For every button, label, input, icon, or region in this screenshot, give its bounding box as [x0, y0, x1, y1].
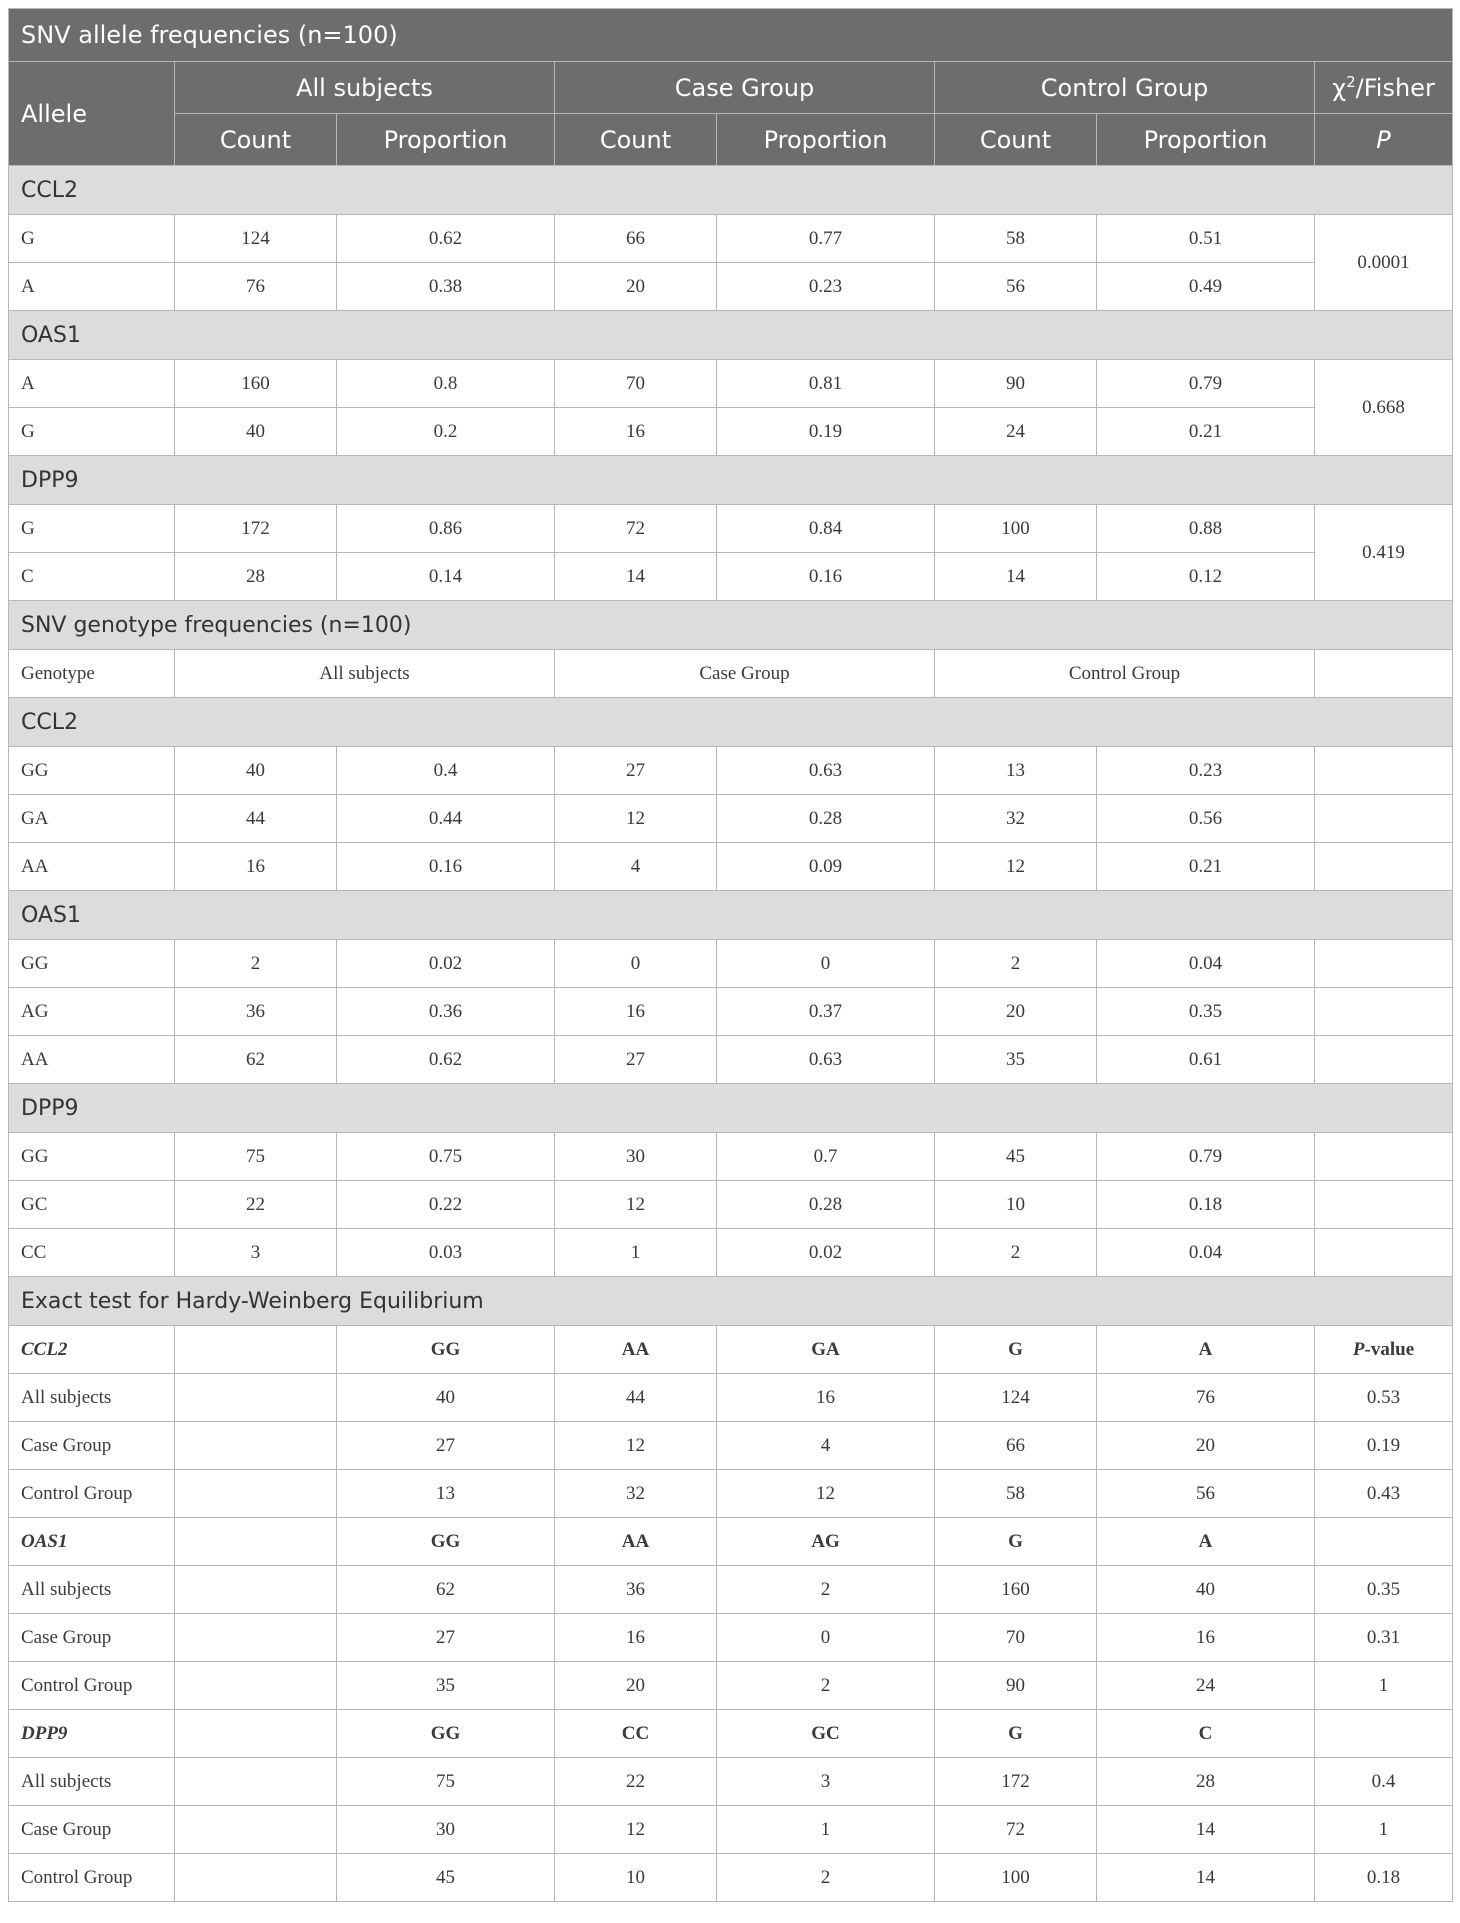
- hwe-column-header: AA: [555, 1326, 717, 1374]
- test-header-fisher: /Fisher: [1355, 74, 1435, 102]
- table-cell: 32: [555, 1470, 717, 1518]
- table-cell: 0.51: [1097, 215, 1315, 263]
- table-cell: 12: [555, 1181, 717, 1229]
- table-row: [9, 1133, 1453, 1181]
- table-cell: 1: [555, 1229, 717, 1277]
- gene-section-header: OAS1: [9, 311, 1453, 360]
- gene-section-header-row: [9, 166, 1453, 215]
- group-label: Control Group: [9, 1854, 175, 1902]
- table-cell: 0.62: [337, 1036, 555, 1084]
- empty-cell: [175, 1566, 337, 1614]
- table-row: [9, 988, 1453, 1036]
- table-cell: 1: [717, 1806, 935, 1854]
- control-group-header: Control Group: [935, 650, 1315, 698]
- table-cell: 0.86: [337, 505, 555, 553]
- gene-section-header-row: [9, 698, 1453, 747]
- table-cell: 124: [935, 1374, 1097, 1422]
- empty-cell: [1315, 988, 1453, 1036]
- group-label: All subjects: [9, 1758, 175, 1806]
- genotype-column-header: Genotype: [9, 650, 175, 698]
- p-header: P: [1315, 114, 1453, 166]
- table-cell: 12: [555, 1806, 717, 1854]
- table-cell: 66: [555, 215, 717, 263]
- genotype-section-title-row: [9, 601, 1453, 650]
- table-cell: 0: [717, 1614, 935, 1662]
- table-cell: 0.04: [1097, 1229, 1315, 1277]
- table-body: [9, 9, 1453, 1902]
- genotype-label: CC: [9, 1229, 175, 1277]
- table-cell: 0.16: [337, 843, 555, 891]
- allele-label: G: [9, 408, 175, 456]
- genotype-label: GG: [9, 747, 175, 795]
- table-row: [9, 505, 1453, 553]
- table-cell: 0.28: [717, 795, 935, 843]
- count-header: Count: [935, 114, 1097, 166]
- table-cell: 28: [175, 553, 337, 601]
- table-cell: 0.22: [337, 1181, 555, 1229]
- table-cell: 14: [555, 553, 717, 601]
- hwe-column-header: G: [935, 1326, 1097, 1374]
- table-row: [9, 553, 1453, 601]
- table-cell: 100: [935, 505, 1097, 553]
- table-cell: 62: [337, 1566, 555, 1614]
- table-cell: 56: [935, 263, 1097, 311]
- table-cell: 0.44: [337, 795, 555, 843]
- table-cell: 13: [337, 1470, 555, 1518]
- table-row: [9, 1854, 1453, 1902]
- test-header-chi: χ: [1332, 74, 1347, 102]
- table-row: [9, 408, 1453, 456]
- table-cell: 30: [337, 1806, 555, 1854]
- hwe-gene-header-row: [9, 1710, 1453, 1758]
- table-cell: 0.23: [717, 263, 935, 311]
- table-cell: 2: [175, 940, 337, 988]
- gene-section-header: CCL2: [9, 698, 1453, 747]
- hwe-column-header: G: [935, 1710, 1097, 1758]
- count-header: Count: [555, 114, 717, 166]
- genotype-label: AG: [9, 988, 175, 1036]
- table-cell: 0.61: [1097, 1036, 1315, 1084]
- genotype-header-row: [9, 650, 1453, 698]
- table-cell: 58: [935, 1470, 1097, 1518]
- table-cell: 10: [935, 1181, 1097, 1229]
- allele-label: A: [9, 263, 175, 311]
- table-cell: 2: [935, 1229, 1097, 1277]
- control-group-header: Control Group: [935, 62, 1315, 114]
- table-cell: 66: [935, 1422, 1097, 1470]
- table-cell: 16: [1097, 1614, 1315, 1662]
- test-header-sup: 2: [1346, 73, 1356, 91]
- proportion-header: Proportion: [717, 114, 935, 166]
- table-cell: 3: [175, 1229, 337, 1277]
- p-value-header-p: P: [1352, 1338, 1365, 1360]
- table-cell: 0.4: [337, 747, 555, 795]
- table-cell: 0.21: [1097, 843, 1315, 891]
- table-cell: 12: [717, 1470, 935, 1518]
- empty-cell: [1315, 1036, 1453, 1084]
- table-cell: 56: [1097, 1470, 1315, 1518]
- table-cell: 45: [935, 1133, 1097, 1181]
- table-cell: 75: [175, 1133, 337, 1181]
- table-cell: 0.63: [717, 1036, 935, 1084]
- table-cell: 27: [337, 1422, 555, 1470]
- table-cell: 32: [935, 795, 1097, 843]
- table-cell: 10: [555, 1854, 717, 1902]
- table-cell: 0.28: [717, 1181, 935, 1229]
- table-row: [9, 1181, 1453, 1229]
- hwe-column-header: AG: [717, 1518, 935, 1566]
- hwe-column-header: GG: [337, 1518, 555, 1566]
- hwe-gene-name: DPP9: [9, 1710, 175, 1758]
- table-cell: 172: [935, 1758, 1097, 1806]
- p-value-header-rest: -value: [1364, 1338, 1415, 1360]
- group-label: Case Group: [9, 1806, 175, 1854]
- empty-cell: [175, 1422, 337, 1470]
- table-cell: 22: [175, 1181, 337, 1229]
- table-row: [9, 263, 1453, 311]
- genotype-label: AA: [9, 1036, 175, 1084]
- genotype-label: GA: [9, 795, 175, 843]
- group-label: Control Group: [9, 1470, 175, 1518]
- p-value-cell: 1: [1315, 1662, 1453, 1710]
- proportion-header: Proportion: [1097, 114, 1315, 166]
- table-cell: 0.18: [1097, 1181, 1315, 1229]
- table-cell: 27: [555, 747, 717, 795]
- table-cell: 22: [555, 1758, 717, 1806]
- table-cell: 2: [935, 940, 1097, 988]
- empty-cell: [1315, 1133, 1453, 1181]
- table-cell: 0.16: [717, 553, 935, 601]
- hwe-column-header: CC: [555, 1710, 717, 1758]
- table-cell: 0.03: [337, 1229, 555, 1277]
- table-cell: 12: [935, 843, 1097, 891]
- empty-cell: [1315, 747, 1453, 795]
- table-cell: 0.62: [337, 215, 555, 263]
- table-cell: 3: [717, 1758, 935, 1806]
- genotype-label: GG: [9, 940, 175, 988]
- table-cell: 44: [555, 1374, 717, 1422]
- table-row: [9, 1566, 1453, 1614]
- p-value-cell: 0.4: [1315, 1758, 1453, 1806]
- empty-cell: [175, 1374, 337, 1422]
- hwe-column-header: A: [1097, 1518, 1315, 1566]
- table-cell: 70: [555, 360, 717, 408]
- table-cell: 76: [175, 263, 337, 311]
- allele-label: G: [9, 505, 175, 553]
- table-cell: 2: [717, 1854, 935, 1902]
- table-cell: 27: [555, 1036, 717, 1084]
- table-cell: 0.04: [1097, 940, 1315, 988]
- group-label: Case Group: [9, 1614, 175, 1662]
- table-cell: 44: [175, 795, 337, 843]
- table-cell: 40: [175, 408, 337, 456]
- table-row: [9, 215, 1453, 263]
- empty-cell: [175, 1806, 337, 1854]
- table-row: [9, 747, 1453, 795]
- table-cell: 30: [555, 1133, 717, 1181]
- table-cell: 24: [1097, 1662, 1315, 1710]
- table-cell: 160: [935, 1566, 1097, 1614]
- table-cell: 0: [717, 940, 935, 988]
- empty-cell: [175, 1470, 337, 1518]
- table-cell: 90: [935, 360, 1097, 408]
- hwe-column-header: C: [1097, 1710, 1315, 1758]
- empty-cell: [175, 1758, 337, 1806]
- table-cell: 40: [1097, 1566, 1315, 1614]
- table-cell: 12: [555, 1422, 717, 1470]
- table-cell: 24: [935, 408, 1097, 456]
- empty-cell: [1315, 940, 1453, 988]
- table-cell: 16: [175, 843, 337, 891]
- table-row: [9, 1229, 1453, 1277]
- table-cell: 28: [1097, 1758, 1315, 1806]
- table-cell: 20: [555, 1662, 717, 1710]
- table-cell: 76: [1097, 1374, 1315, 1422]
- hwe-gene-name: CCL2: [9, 1326, 175, 1374]
- p-value-cell: 0.35: [1315, 1566, 1453, 1614]
- table-cell: 90: [935, 1662, 1097, 1710]
- table-cell: 62: [175, 1036, 337, 1084]
- gene-section-header-row: [9, 311, 1453, 360]
- genotype-label: GG: [9, 1133, 175, 1181]
- empty-cell: [175, 1662, 337, 1710]
- table-cell: 0.38: [337, 263, 555, 311]
- table-cell: 0.77: [717, 215, 935, 263]
- genotype-section-title: SNV genotype frequencies (n=100): [9, 601, 1453, 650]
- table-cell: 0.84: [717, 505, 935, 553]
- table-cell: 0.02: [717, 1229, 935, 1277]
- all-subjects-header: All subjects: [175, 62, 555, 114]
- hwe-column-header: G: [935, 1518, 1097, 1566]
- table-cell: 0: [555, 940, 717, 988]
- hwe-gene-name: OAS1: [9, 1518, 175, 1566]
- empty-cell: [175, 1326, 337, 1374]
- p-value-header: [1315, 1326, 1453, 1374]
- empty-cell: [175, 1854, 337, 1902]
- hwe-column-header: GC: [717, 1710, 935, 1758]
- empty-cell: [1315, 650, 1453, 698]
- p-value-header: [1315, 1710, 1453, 1758]
- table-cell: 36: [555, 1566, 717, 1614]
- table-cell: 0.79: [1097, 1133, 1315, 1181]
- table-cell: 13: [935, 747, 1097, 795]
- gene-section-header: DPP9: [9, 456, 1453, 505]
- hwe-section-title: Exact test for Hardy-Weinberg Equilibrium: [9, 1277, 1453, 1326]
- gene-section-header-row: [9, 891, 1453, 940]
- table-cell: 27: [337, 1614, 555, 1662]
- table-cell: 2: [717, 1662, 935, 1710]
- p-value-cell: 1: [1315, 1806, 1453, 1854]
- snv-frequency-table: [8, 8, 1453, 1902]
- table-cell: 0.21: [1097, 408, 1315, 456]
- table-cell: 58: [935, 215, 1097, 263]
- table-row: [9, 1806, 1453, 1854]
- table-cell: 70: [935, 1614, 1097, 1662]
- table-cell: 0.56: [1097, 795, 1315, 843]
- hwe-column-header: GG: [337, 1710, 555, 1758]
- p-value-cell: 0.419: [1315, 505, 1453, 601]
- table-cell: 72: [555, 505, 717, 553]
- allele-column-header: Allele: [9, 62, 175, 166]
- group-label: Control Group: [9, 1662, 175, 1710]
- hwe-gene-header-row: [9, 1326, 1453, 1374]
- empty-cell: [175, 1614, 337, 1662]
- table-cell: 14: [1097, 1854, 1315, 1902]
- table-cell: 0.14: [337, 553, 555, 601]
- table-cell: 172: [175, 505, 337, 553]
- table-cell: 14: [935, 553, 1097, 601]
- empty-cell: [1315, 1229, 1453, 1277]
- table-cell: 14: [1097, 1806, 1315, 1854]
- table-row: [9, 1422, 1453, 1470]
- genotype-label: GC: [9, 1181, 175, 1229]
- allele-header-row-2: [9, 114, 1453, 166]
- case-group-header: Case Group: [555, 650, 935, 698]
- table-cell: 12: [555, 795, 717, 843]
- empty-cell: [1315, 795, 1453, 843]
- allele-section-title: SNV allele frequencies (n=100): [9, 9, 1453, 62]
- allele-label: C: [9, 553, 175, 601]
- table-row: [9, 940, 1453, 988]
- gene-section-header-row: [9, 456, 1453, 505]
- hwe-column-header: AA: [555, 1518, 717, 1566]
- table-row: [9, 360, 1453, 408]
- table-cell: 160: [175, 360, 337, 408]
- p-value-header: [1315, 1518, 1453, 1566]
- table-cell: 0.49: [1097, 263, 1315, 311]
- empty-cell: [1315, 1181, 1453, 1229]
- table-cell: 0.23: [1097, 747, 1315, 795]
- table-row: [9, 1614, 1453, 1662]
- table-cell: 16: [555, 988, 717, 1036]
- table-cell: 36: [175, 988, 337, 1036]
- table-row: [9, 1758, 1453, 1806]
- allele-header-row-1: [9, 62, 1453, 114]
- table-cell: 4: [555, 843, 717, 891]
- table-cell: 35: [935, 1036, 1097, 1084]
- table-cell: 0.36: [337, 988, 555, 1036]
- empty-cell: [1315, 843, 1453, 891]
- proportion-header: Proportion: [337, 114, 555, 166]
- table-cell: 124: [175, 215, 337, 263]
- all-subjects-header: All subjects: [175, 650, 555, 698]
- group-label: All subjects: [9, 1374, 175, 1422]
- table-cell: 72: [935, 1806, 1097, 1854]
- table-cell: 16: [555, 408, 717, 456]
- allele-label: G: [9, 215, 175, 263]
- gene-section-header: DPP9: [9, 1084, 1453, 1133]
- table-cell: 4: [717, 1422, 935, 1470]
- table-row: [9, 843, 1453, 891]
- table-cell: 35: [337, 1662, 555, 1710]
- p-value-cell: 0.43: [1315, 1470, 1453, 1518]
- table-cell: 20: [555, 263, 717, 311]
- table-cell: 45: [337, 1854, 555, 1902]
- table-cell: 2: [717, 1566, 935, 1614]
- table-cell: 0.8: [337, 360, 555, 408]
- table-cell: 0.7: [717, 1133, 935, 1181]
- table-cell: 0.35: [1097, 988, 1315, 1036]
- p-value-cell: 0.668: [1315, 360, 1453, 456]
- hwe-section-title-row: [9, 1277, 1453, 1326]
- count-header: Count: [175, 114, 337, 166]
- hwe-gene-header-row: [9, 1518, 1453, 1566]
- table-cell: 75: [337, 1758, 555, 1806]
- genotype-label: AA: [9, 843, 175, 891]
- p-value-cell: 0.18: [1315, 1854, 1453, 1902]
- table-row: [9, 1470, 1453, 1518]
- gene-section-header-row: [9, 1084, 1453, 1133]
- table-row: [9, 1036, 1453, 1084]
- group-label: Case Group: [9, 1422, 175, 1470]
- table-cell: 0.2: [337, 408, 555, 456]
- p-value-cell: 0.19: [1315, 1422, 1453, 1470]
- table-cell: 0.75: [337, 1133, 555, 1181]
- table-cell: 0.02: [337, 940, 555, 988]
- table-cell: 20: [935, 988, 1097, 1036]
- p-value-cell: 0.53: [1315, 1374, 1453, 1422]
- hwe-column-header: GA: [717, 1326, 935, 1374]
- allele-section-title-row: [9, 9, 1453, 62]
- group-label: All subjects: [9, 1566, 175, 1614]
- table-cell: 0.19: [717, 408, 935, 456]
- table-cell: 0.79: [1097, 360, 1315, 408]
- table-cell: 0.37: [717, 988, 935, 1036]
- table-cell: 16: [717, 1374, 935, 1422]
- table-cell: 20: [1097, 1422, 1315, 1470]
- table-row: [9, 795, 1453, 843]
- table-row: [9, 1374, 1453, 1422]
- allele-label: A: [9, 360, 175, 408]
- empty-cell: [175, 1518, 337, 1566]
- gene-section-header: CCL2: [9, 166, 1453, 215]
- hwe-column-header: A: [1097, 1326, 1315, 1374]
- table-cell: 40: [175, 747, 337, 795]
- gene-section-header: OAS1: [9, 891, 1453, 940]
- table-cell: 0.09: [717, 843, 935, 891]
- table-cell: 0.63: [717, 747, 935, 795]
- p-value-cell: 0.0001: [1315, 215, 1453, 311]
- p-value-cell: 0.31: [1315, 1614, 1453, 1662]
- table-row: [9, 1662, 1453, 1710]
- table-cell: 0.12: [1097, 553, 1315, 601]
- table-cell: 40: [337, 1374, 555, 1422]
- table-cell: 0.81: [717, 360, 935, 408]
- table-cell: 100: [935, 1854, 1097, 1902]
- case-group-header: Case Group: [555, 62, 935, 114]
- test-header: [1315, 62, 1453, 114]
- empty-cell: [175, 1710, 337, 1758]
- hwe-column-header: GG: [337, 1326, 555, 1374]
- table-cell: 0.88: [1097, 505, 1315, 553]
- table-cell: 16: [555, 1614, 717, 1662]
